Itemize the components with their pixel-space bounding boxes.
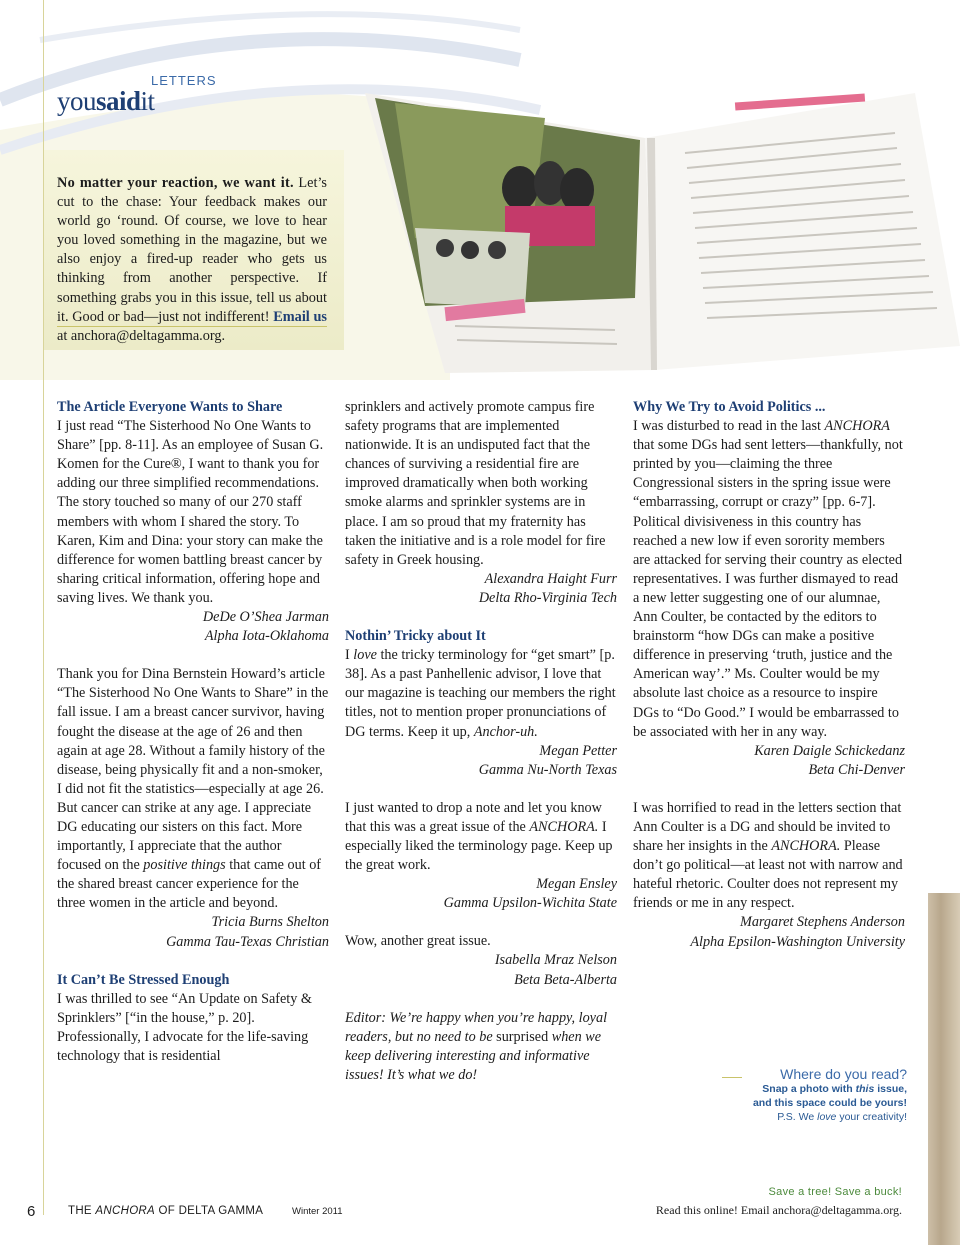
intro-paragraph xyxy=(57,174,327,346)
signature-chapter: Alpha Epsilon-Washington University xyxy=(690,933,905,950)
callout-title: Where do you read? xyxy=(780,1066,907,1082)
page-title: yousaidit xyxy=(57,86,155,116)
section-label: LETTERS xyxy=(151,73,217,88)
callout-line: and this space could be yours! xyxy=(752,1097,907,1109)
letter-body: Thank you for Dina Bernstein Howard’s article “The Sisterhood No One Wants to Share” in the fall issue. I am a breast cancer survivor, having fought the disease at the age of 26 and then again at age 28. Without a family history of the disease, being physically fit and a non-smoker, I did not fit the statistics—especially at age 26. But cancer can strike at any age. I appreciate DG educating our sisters on this fact. More importantly, I appreciate that the author focused on the positive things that came out of the shared breast cancer experience for the three women in the article and beyond. xyxy=(57,666,329,912)
signature-chapter: Gamma Upsilon-Wichita State xyxy=(443,895,617,912)
callout-line: Snap a photo with this issue, xyxy=(762,1083,907,1095)
letter-body: I love the tricky terminology for “get smart” [p. 38]. As a past Panhellenic advisor, I love that our magazine is teaching our members the right titles, not to mention proper pronunciations of DG terms. Keep it up, Anchor-uh. xyxy=(345,647,616,740)
email-link[interactable]: at anchora@deltagamma.org. xyxy=(57,327,226,344)
email-us-label: Email us xyxy=(273,308,327,325)
signature-chapter: Gamma Nu-North Texas xyxy=(478,761,617,778)
intro-headline: No matter your reaction, we want it. xyxy=(57,175,294,191)
read-online-note: Read this online! Email anchora@deltagamma.org. xyxy=(655,1203,902,1217)
signature-name: Megan Ensley xyxy=(536,876,617,893)
photo-edge xyxy=(928,893,960,1245)
save-tree-note: Save a tree! Save a buck! xyxy=(768,1186,902,1198)
magazine-photo xyxy=(355,78,960,378)
signature-chapter: Beta Beta-Alberta xyxy=(514,971,617,988)
page-number: 6 xyxy=(27,1203,36,1220)
letter-body: I just wanted to drop a note and let you know that this was a great issue of the ANCHORA. I especially liked the terminology page. Keep up the great work. xyxy=(345,799,613,874)
signature-name: Isabella Mraz Nelson xyxy=(494,952,617,969)
editor-note: Editor: We’re happy when you’re happy, loyal readers, but no need to be surprised when we keep delivering interesting and informative issues! It’s what we do! xyxy=(345,1009,608,1083)
signature-name: Tricia Burns Shelton xyxy=(211,914,329,931)
letter-body: I just read “The Sisterhood No One Wants to Share” [pp. 8-11]. As an employee of Susan G. Komen for the Cure®, I want to thank you for adding our three simplified recommendations. The story touched so many of our 270 staff members with whom I shared the story. To Karen, Kim and Dina: your story can make the difference for women battling breast cancer by sharing critical information, offering hope and saving lives. We thank you. xyxy=(57,418,324,606)
column-1 xyxy=(57,398,329,1066)
signature-name: Alexandra Haight Furr xyxy=(484,570,617,587)
letter-body: I was disturbed to read in the last ANCHORA that some DGs had sent letters—thankfully, not printed by you—claiming the three Congressional sisters in the spring issue were “embarrassing, corrupt or crazy” [pp. 6-7]. Political divisiveness in this country has reached a new low if even sorority members are attacked for serving their country as elected representatives. I was further dismayed to read a new letter suggesting one of our alumnae, Ann Coulter, be contacted by the editors to brainstorm “how DGs can make a positive difference in preserving ‘truth, justice and the American way’.” Ms. Coulter would be my absolute last choice as a resource to inspire DGs to “Do Good.” I would be embarrassed to be associated with her in any way. xyxy=(633,418,903,740)
column-3 xyxy=(633,398,905,952)
letter-body: I was horrified to read in the letters section that Ann Coulter is a DG and should be invited to share her insights in the ANCHORA. Please don’t go political—at least not with narrow and hateful rhetoric. Coulter does not represent my friends or me in any respect. xyxy=(633,799,903,912)
letter-heading: Nothin’ Tricky about It xyxy=(345,628,486,645)
letter-body: Wow, another great issue. xyxy=(345,933,491,950)
signature-chapter: Alpha Iota-Oklahoma xyxy=(204,628,329,645)
letter-heading: The Article Everyone Wants to Share xyxy=(57,399,283,415)
signature-chapter: Beta Chi-Denver xyxy=(808,761,905,778)
signature-name: Margaret Stephens Anderson xyxy=(740,914,905,931)
signature-name: DeDe O’Shea Jarman xyxy=(202,609,329,626)
signature-chapter: Delta Rho-Virginia Tech xyxy=(478,589,617,606)
signature-chapter: Gamma Tau-Texas Christian xyxy=(166,933,329,950)
letter-body: sprinklers and actively promote campus fire safety programs that are implemented nationwide. It is an undisputed fact that the chances of surviving a residential fire are improved dramatically when both working smoke alarms and sprinkler systems are in place. I am so proud that my fraternity has taken the initiative and is a role model for fire safety in Greek housing. xyxy=(345,399,606,568)
letter-heading: Why We Try to Avoid Politics ... xyxy=(633,399,826,415)
issue-date: Winter 2011 xyxy=(292,1206,343,1217)
publication-name: THE ANCHORA OF DELTA GAMMA xyxy=(68,1205,264,1217)
signature-name: Megan Petter xyxy=(539,742,617,759)
signature-name: Karen Daigle Schickedanz xyxy=(754,742,905,759)
letter-body: I was thrilled to see “An Update on Safety & Sprinklers” [“in the house,” p. 20]. Professionally, I advocate for the life-saving technology that is residential xyxy=(57,990,312,1064)
intro-body: Let’s cut to the chase: Your feedback makes our world go ‘round. Of course, we love to hear you loved something in the magazine, but we also enjoy a fired-up reader who gets us thinking from another perspective. If something grabs you in this issue, tell us about it. Good or bad—just not indifferent! xyxy=(57,175,327,325)
column-2 xyxy=(345,398,617,1085)
reader-photo-callout xyxy=(722,1066,907,1124)
margin-rule xyxy=(43,0,44,1215)
callout-ps: P.S. We love your creativity! xyxy=(777,1111,907,1123)
letter-heading: It Can’t Be Stressed Enough xyxy=(57,971,230,988)
intro-rule xyxy=(57,326,327,327)
